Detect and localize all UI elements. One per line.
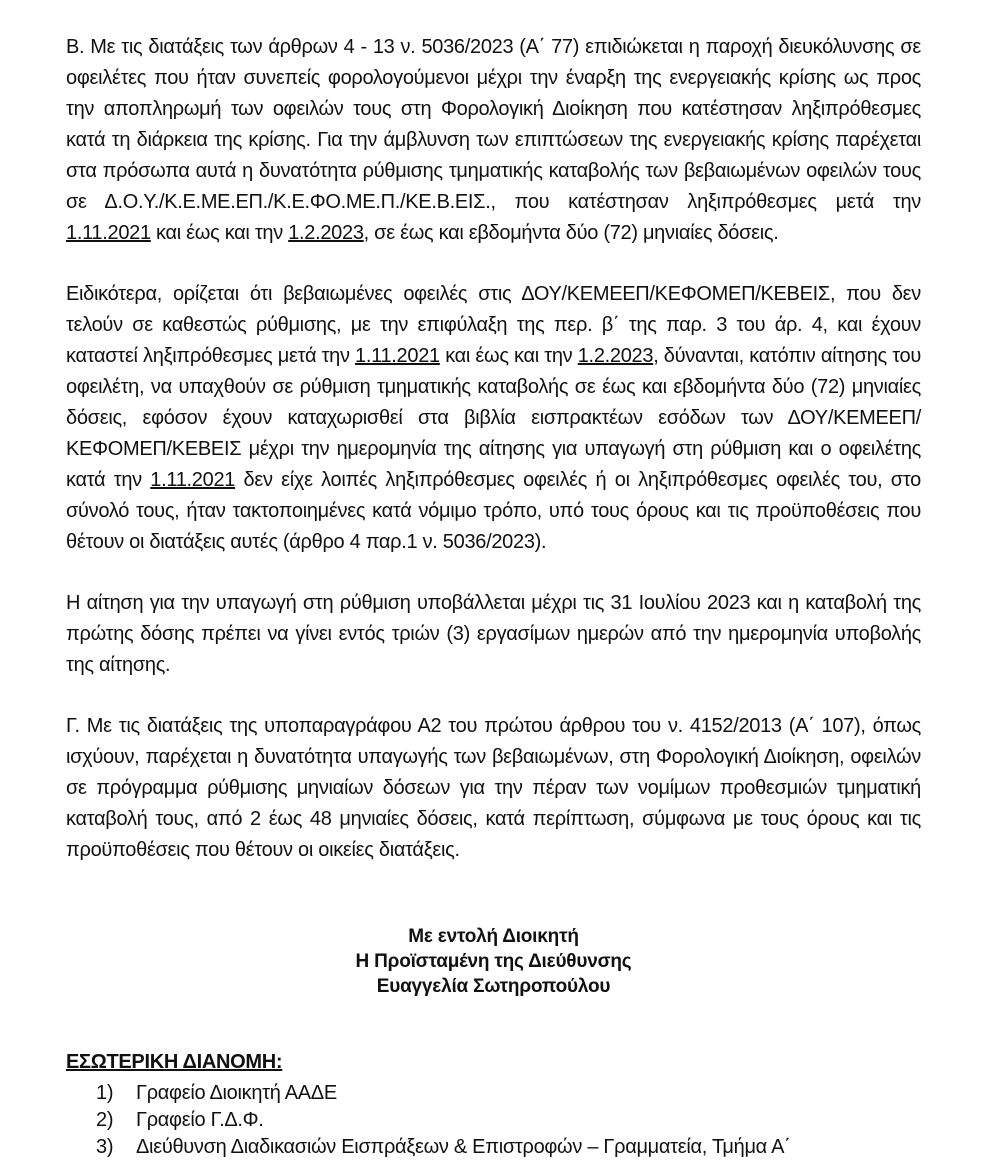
list-item-number: 2) bbox=[96, 1109, 114, 1131]
list-item-text: Γραφείο Διοικητή ΑΑΔΕ bbox=[136, 1082, 337, 1104]
underlined-date: 1.2.2023 bbox=[577, 345, 654, 367]
list-item-text: Γραφείο Γ.Δ.Φ. bbox=[136, 1109, 264, 1131]
list-item bbox=[66, 1080, 921, 1107]
underlined-date: 1.11.2021 bbox=[355, 345, 440, 367]
text-segment: Ειδικότερα, ορίζεται ότι βεβαιωμένες οφειλές στις ΔΟΥ/ΚΕΜΕΕΠ/ΚΕΦΟΜΕΠ/ΚΕΒΕΙΣ, που δεν τελούν σε καθεστώς ρύθμισης, με την επιφύλαξη της περ. β΄ της παρ. 3 του άρ. 4, και έχουν καταστεί ληξιπρόθεσμες μετά την bbox=[66, 283, 921, 367]
underlined-date: 1.2.2023 bbox=[288, 222, 364, 244]
text-segment: , δύνανται, κατόπιν αίτησης του οφειλέτη, να υπαχθούν σε ρύθμιση τμηματικής καταβολής σε έως και εβδομήντα δύο (72) μηνιαίες δόσεις, εφόσον έχουν καταχωρισθεί στα βιβλία εισπρακτέων εσόδων των ΔΟΥ/ΚΕΜΕΕΠ/ΚΕΦΟΜΕΠ/ΚΕΒΕΙΣ μέχρι την ημερομηνία της αίτησης για υπαγωγή στη ρύθμιση και ο οφειλέτης κατά την bbox=[66, 345, 921, 491]
signature-title-line: Η Προϊσταμένη της Διεύθυνσης bbox=[355, 951, 632, 972]
document-body bbox=[66, 32, 921, 866]
list-item-text: Διεύθυνση Διαδικασιών Εισπράξεων & Επιστροφών – Γραμματεία, Τμήμα Α΄ bbox=[136, 1136, 791, 1158]
signature-authority-line: Με εντολή Διοικητή bbox=[408, 926, 579, 947]
underlined-date: 1.11.2021 bbox=[150, 469, 236, 491]
signature-block bbox=[66, 924, 921, 999]
text-segment: Η αίτηση για την υπαγωγή στη ρύθμιση υποβάλλεται μέχρι τις 31 Ιουλίου 2023 και η καταβολή της πρώτης δόσης πρέπει να γίνει εντός τριών (3) εργασίμων ημερών από την ημερομηνία υποβολής της αίτησης. bbox=[66, 592, 921, 676]
text-segment: και έως και την bbox=[439, 345, 578, 367]
internal-distribution-section bbox=[66, 1051, 921, 1161]
text-segment: , σε έως και εβδομήντα δύο (72) μηνιαίες δόσεις. bbox=[363, 222, 779, 244]
paragraph-section-b bbox=[66, 32, 921, 249]
paragraph-section-c bbox=[66, 711, 921, 866]
text-segment: Β. Με τις διατάξεις των άρθρων 4 - 13 ν. 5036/2023 (Α΄ 77) επιδιώκεται η παροχή διευκόλυνσης σε οφειλέτες που ήταν συνεπείς φορολογούμενοι μέχρι την έναρξη της ενεργειακής κρίσης ως προς την αποπληρωμή των οφειλών τους στη Φορολογική Διοίκηση που κατέστησαν ληξιπρόθεσμες κατά τη διάρκεια της κρίσης. Για την άμβλυνση των επιπτώσεων της ενεργειακής κρίσης παρέχεται στα πρόσωπα αυτά η δυνατότητα ρύθμισης τμηματικής καταβολής των βεβαιωμένων οφειλών τους σε Δ.Ο.Υ./Κ.Ε.ΜΕ.ΕΠ./Κ.Ε.ΦΟ.ΜΕ.Π./ΚΕ.Β.ΕΙΣ., που κατέστησαν ληξιπρόθεσμες μετά την bbox=[66, 36, 921, 213]
signature-name-line: Ευαγγελία Σωτηροπούλου bbox=[376, 976, 611, 997]
list-item-number: 1) bbox=[96, 1082, 114, 1104]
internal-distribution-list bbox=[66, 1080, 921, 1161]
list-item-number: 3) bbox=[96, 1136, 114, 1158]
text-segment: Γ. Με τις διατάξεις της υποπαραγράφου Α2 του πρώτου άρθρου του ν. 4152/2013 (Α΄ 107), όπως ισχύουν, παρέχεται η δυνατότητα υπαγωγής των βεβαιωμένων, στη Φορολογική Διοίκηση, οφειλών σε πρόγραμμα ρύθμισης μηνιαίων δόσεων για την πέραν των νομίμων προθεσμιών τμηματική καταβολή τους, από 2 έως 48 μηνιαίες δόσεις, κατά περίπτωση, σύμφωνα με τους όρους και τις προϋποθέσεις που θέτουν οι οικείες διατάξεις. bbox=[66, 715, 921, 861]
internal-distribution-heading: ΕΣΩΤΕΡΙΚΗ ΔΙΑΝΟΜΗ: bbox=[66, 1051, 283, 1073]
text-segment: δεν είχε λοιπές ληξιπρόθεσμες οφειλές ή οι ληξιπρόθεσμες οφειλές του, στο σύνολό τους, ήταν τακτοποιημένες κατά νόμιμο τρόπο, υπό τους όρους και τις προϋποθέσεις που θέτουν οι διατάξεις αυτές (άρθρο 4 παρ.1 ν. 5036/2023). bbox=[66, 469, 921, 553]
list-item bbox=[66, 1107, 921, 1134]
paragraph-eidikotera bbox=[66, 279, 921, 558]
text-segment: και έως και την bbox=[150, 222, 289, 244]
underlined-date: 1.11.2021 bbox=[66, 222, 151, 244]
list-item bbox=[66, 1134, 921, 1161]
paragraph-aitisi bbox=[66, 588, 921, 681]
